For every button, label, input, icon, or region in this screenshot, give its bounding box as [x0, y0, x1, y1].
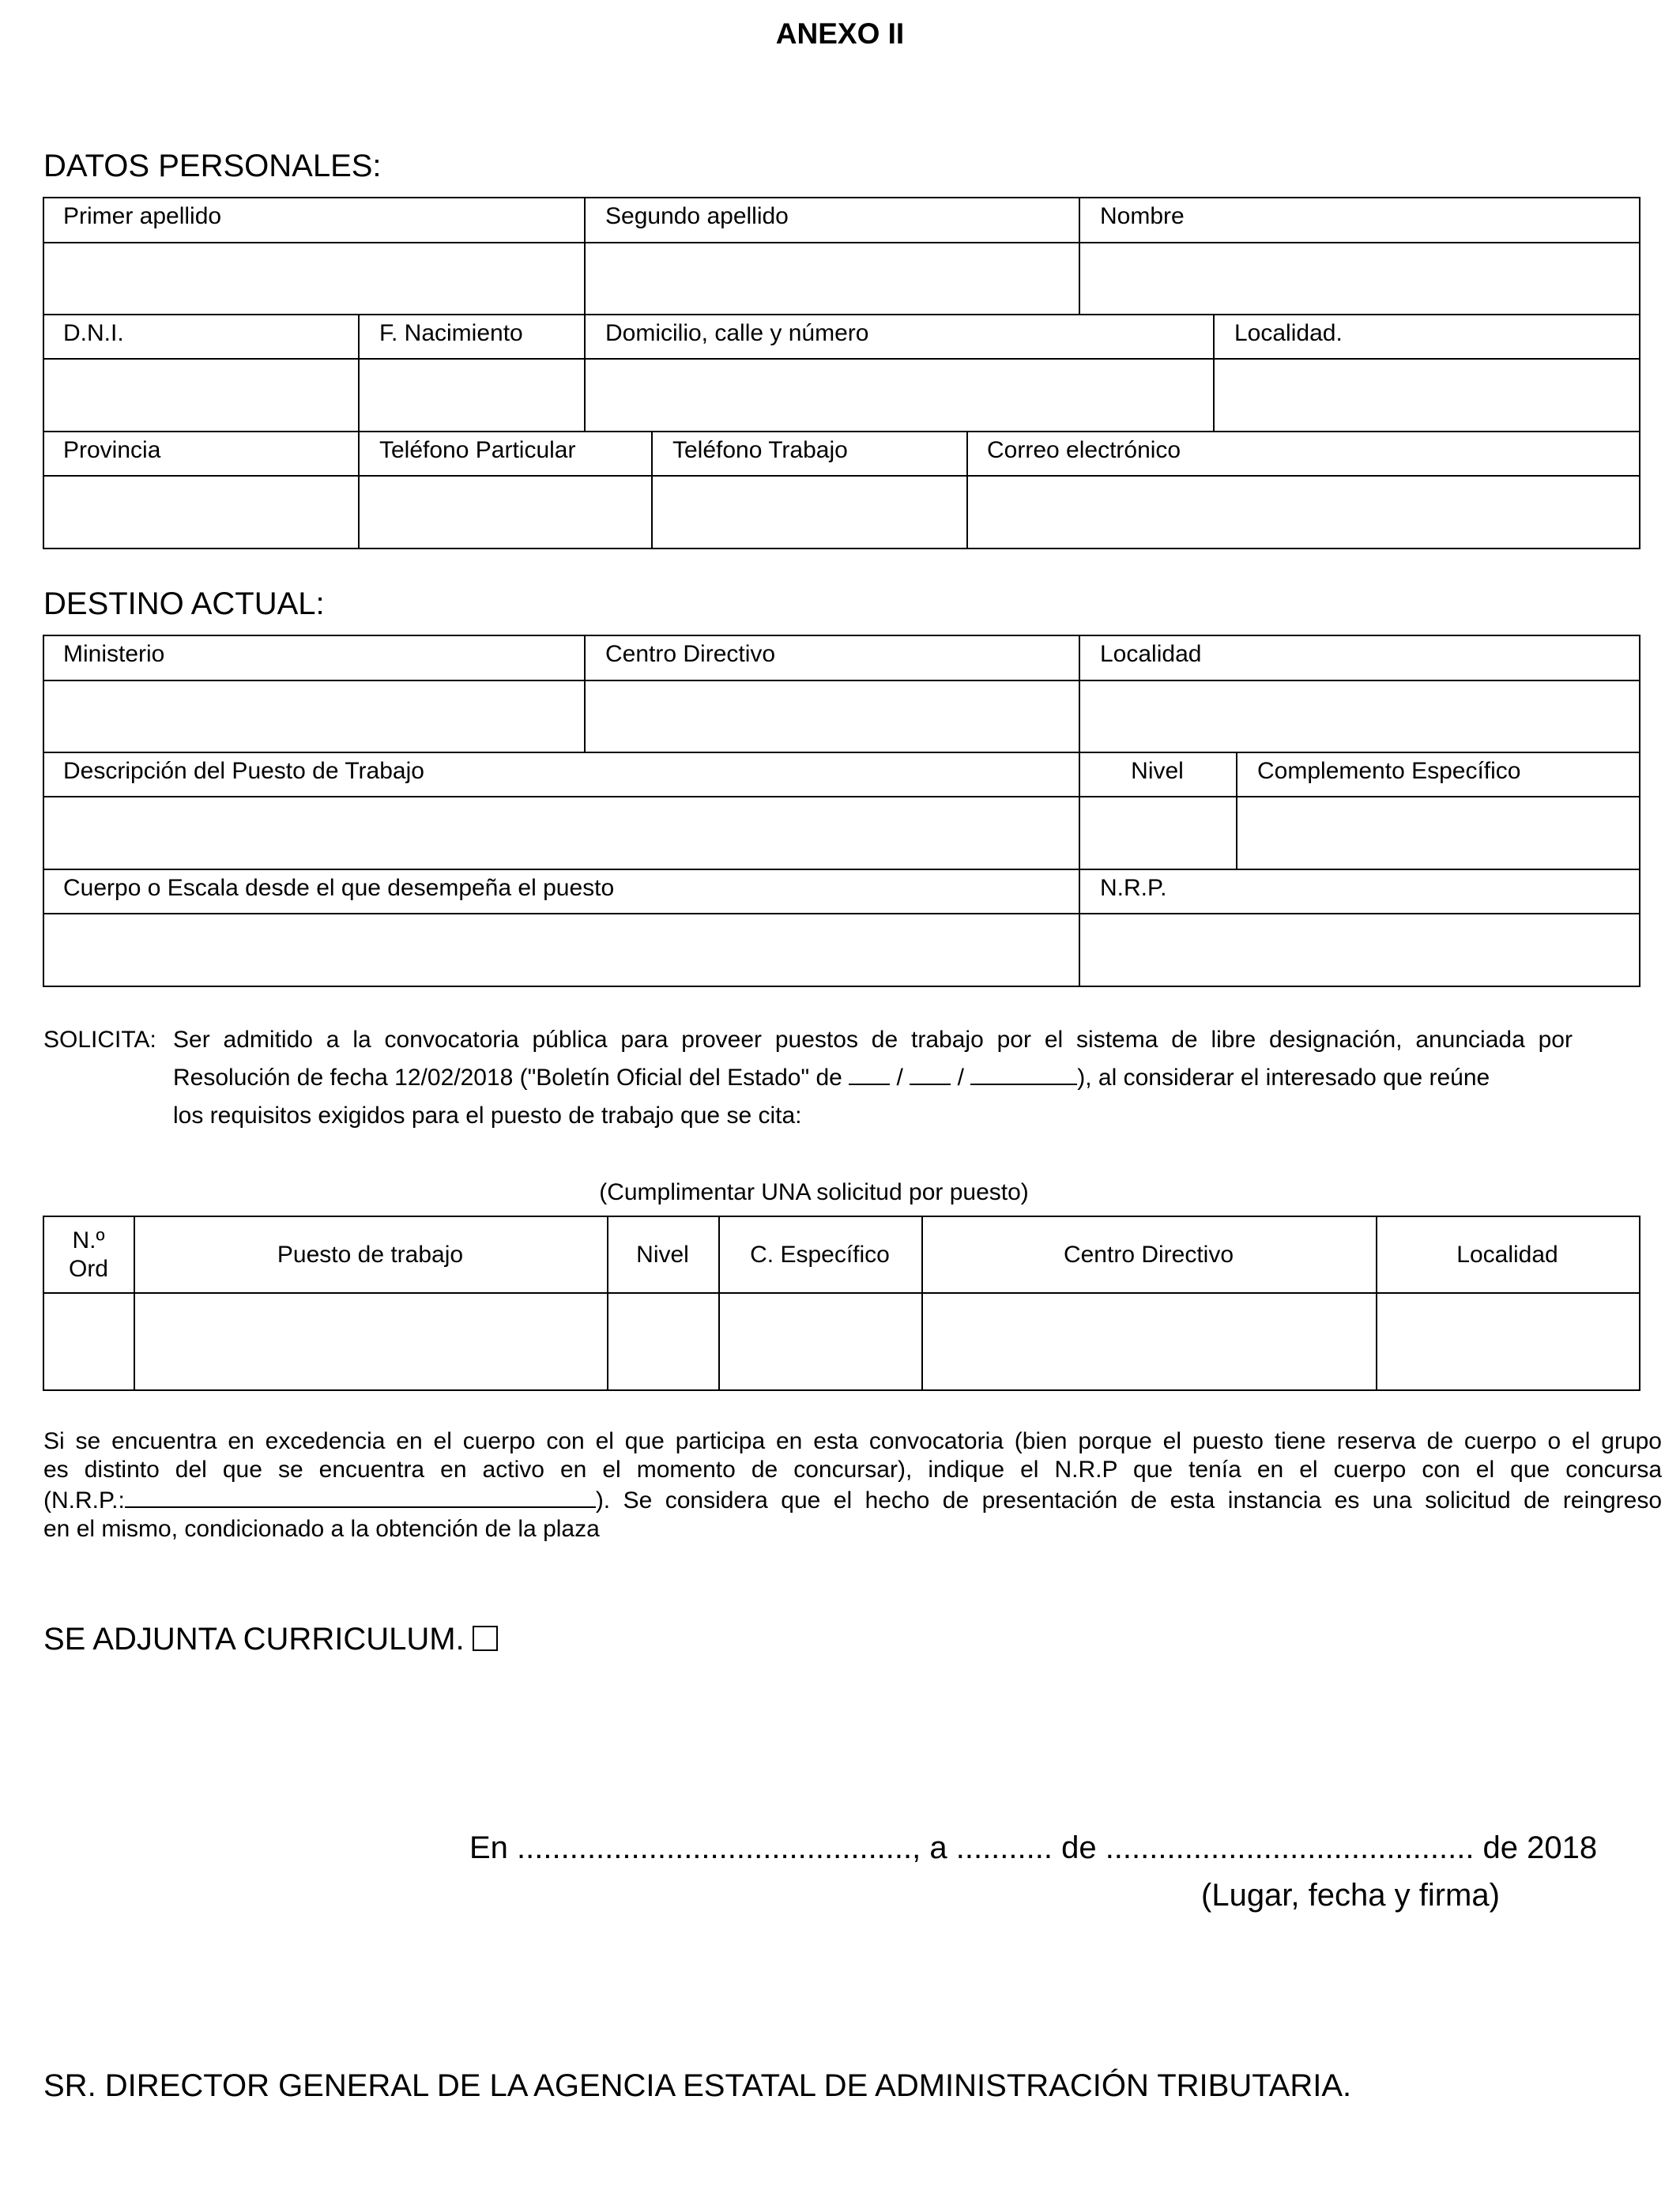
field-provincia[interactable] [46, 477, 356, 548]
field-dni[interactable] [46, 360, 356, 429]
field-nivel[interactable] [1081, 798, 1234, 867]
excedencia-paragraph [43, 1427, 1662, 1544]
puestos-note: (Cumplimentar UNA solicitud por puesto) [599, 1179, 1029, 1205]
field-domicilio[interactable] [586, 360, 1211, 429]
boe-day-blank[interactable] [849, 1061, 890, 1085]
label-f-nacimiento: F. Nacimiento [379, 320, 523, 346]
field-telefono-particular[interactable] [360, 477, 650, 548]
current-post-table [43, 635, 1640, 987]
excedencia-line-1: Si se encuentra en excedencia en el cuerpo con el que participa en esta convocatoria (bien porque el puesto tiene reserva de cuerpo o el grupo [43, 1428, 1662, 1454]
field-telefono-trabajo[interactable] [654, 477, 965, 548]
boe-month-blank[interactable] [910, 1061, 951, 1085]
excedencia-line-4: en el mismo, condicionado a la obtención de la plaza [43, 1516, 600, 1542]
solicita-line-1: Ser admitido a la convocatoria pública para proveer puestos de trabajo por el sistema de libre designación, anunciada por [173, 1027, 1573, 1053]
field-ministerio[interactable] [46, 682, 582, 750]
field-puesto-centro-directivo[interactable] [924, 1295, 1374, 1388]
date-separator-2: / [957, 1065, 964, 1091]
field-primer-apellido[interactable] [46, 244, 582, 312]
label-localidad-destino: Localidad [1100, 641, 1202, 667]
excedencia-line-3-end: ). Se considera que el hecho de presentación de esta instancia es una solicitud de reingreso [595, 1487, 1662, 1514]
label-domicilio: Domicilio, calle y número [605, 320, 869, 346]
solicita-line-3: los requisitos exigidos para el puesto de trabajo que se cita: [173, 1103, 802, 1129]
label-primer-apellido: Primer apellido [63, 203, 222, 229]
section-heading-datos-personales: DATOS PERSONALES: [43, 149, 382, 183]
solicita-line-2-start: Resolución de fecha 12/02/2018 ("Boletín Oficial del Estado" de [173, 1065, 842, 1091]
label-localidad: Localidad. [1234, 320, 1343, 346]
label-dni: D.N.I. [63, 320, 124, 346]
label-descripcion-puesto: Descripción del Puesto de Trabajo [63, 758, 424, 784]
label-nrp: N.R.P. [1100, 875, 1167, 901]
field-f-nacimiento[interactable] [360, 360, 582, 429]
label-segundo-apellido: Segundo apellido [605, 203, 789, 229]
date-separator-1: / [896, 1065, 903, 1091]
field-localidad[interactable] [1215, 360, 1639, 429]
header-c-especifico: C. Específico [750, 1241, 890, 1268]
field-puesto-trabajo[interactable] [136, 1295, 605, 1388]
puestos-table [43, 1216, 1640, 1391]
field-complemento-especifico[interactable] [1238, 798, 1639, 867]
label-ministerio: Ministerio [63, 641, 165, 667]
signature-line: En ............................................., a ........... de .......................................... de 2018 [469, 1830, 1598, 1865]
header-nivel: Nivel [636, 1241, 689, 1268]
signature-caption: (Lugar, fecha y firma) [1201, 1878, 1500, 1913]
field-c-especifico[interactable] [721, 1295, 920, 1388]
header-centro-directivo: Centro Directivo [1063, 1241, 1234, 1268]
field-correo[interactable] [969, 477, 1639, 548]
header-n-ord: N.º Ord [68, 1227, 108, 1282]
page-title: ANEXO II [775, 17, 905, 50]
personal-data-table [43, 197, 1640, 549]
field-cuerpo-escala[interactable] [46, 915, 1077, 986]
excedencia-line-3-start: (N.R.P.: [43, 1487, 125, 1514]
field-nombre[interactable] [1081, 244, 1639, 312]
solicita-line-2-end: ), al considerar el interesado que reúne [1077, 1065, 1490, 1091]
curriculum-label: SE ADJUNTA CURRICULUM. [43, 1622, 465, 1657]
solicita-label: SOLICITA: [43, 1027, 156, 1053]
field-n-ord[interactable] [46, 1295, 132, 1388]
nrp-excedencia-blank[interactable] [125, 1484, 596, 1508]
label-complemento-especifico: Complemento Específico [1257, 758, 1521, 784]
field-segundo-apellido[interactable] [586, 244, 1077, 312]
section-heading-destino-actual: DESTINO ACTUAL: [43, 586, 325, 621]
header-puesto-trabajo: Puesto de trabajo [277, 1241, 464, 1268]
field-centro-directivo[interactable] [586, 682, 1077, 750]
excedencia-line-3 [43, 1484, 1662, 1515]
solicita-line-2 [173, 1059, 1573, 1097]
excedencia-line-2: es distinto del que se encuentra en activo en el momento de concursar), indique el N.R.P que tenía en el cuerpo con el que concursa [43, 1457, 1662, 1483]
field-localidad-destino[interactable] [1081, 682, 1639, 750]
label-nombre: Nombre [1100, 203, 1185, 229]
boe-year-blank[interactable] [970, 1061, 1077, 1085]
label-centro-directivo: Centro Directivo [605, 641, 776, 667]
field-nrp[interactable] [1081, 915, 1639, 986]
label-correo: Correo electrónico [987, 437, 1181, 463]
field-descripcion-puesto[interactable] [46, 798, 1077, 867]
field-puesto-localidad[interactable] [1378, 1295, 1639, 1388]
curriculum-checkbox[interactable] [473, 1626, 498, 1651]
label-cuerpo-escala: Cuerpo o Escala desde el que desempeña el puesto [63, 875, 615, 901]
label-telefono-particular: Teléfono Particular [379, 437, 576, 463]
addressee: SR. DIRECTOR GENERAL DE LA AGENCIA ESTATAL DE ADMINISTRACIÓN TRIBUTARIA. [43, 2068, 1352, 2103]
curriculum-row [43, 1622, 498, 1657]
header-localidad: Localidad [1456, 1241, 1558, 1268]
label-provincia: Provincia [63, 437, 161, 463]
label-telefono-trabajo: Teléfono Trabajo [672, 437, 848, 463]
label-nivel: Nivel [1131, 758, 1184, 784]
field-puesto-nivel[interactable] [609, 1295, 717, 1388]
